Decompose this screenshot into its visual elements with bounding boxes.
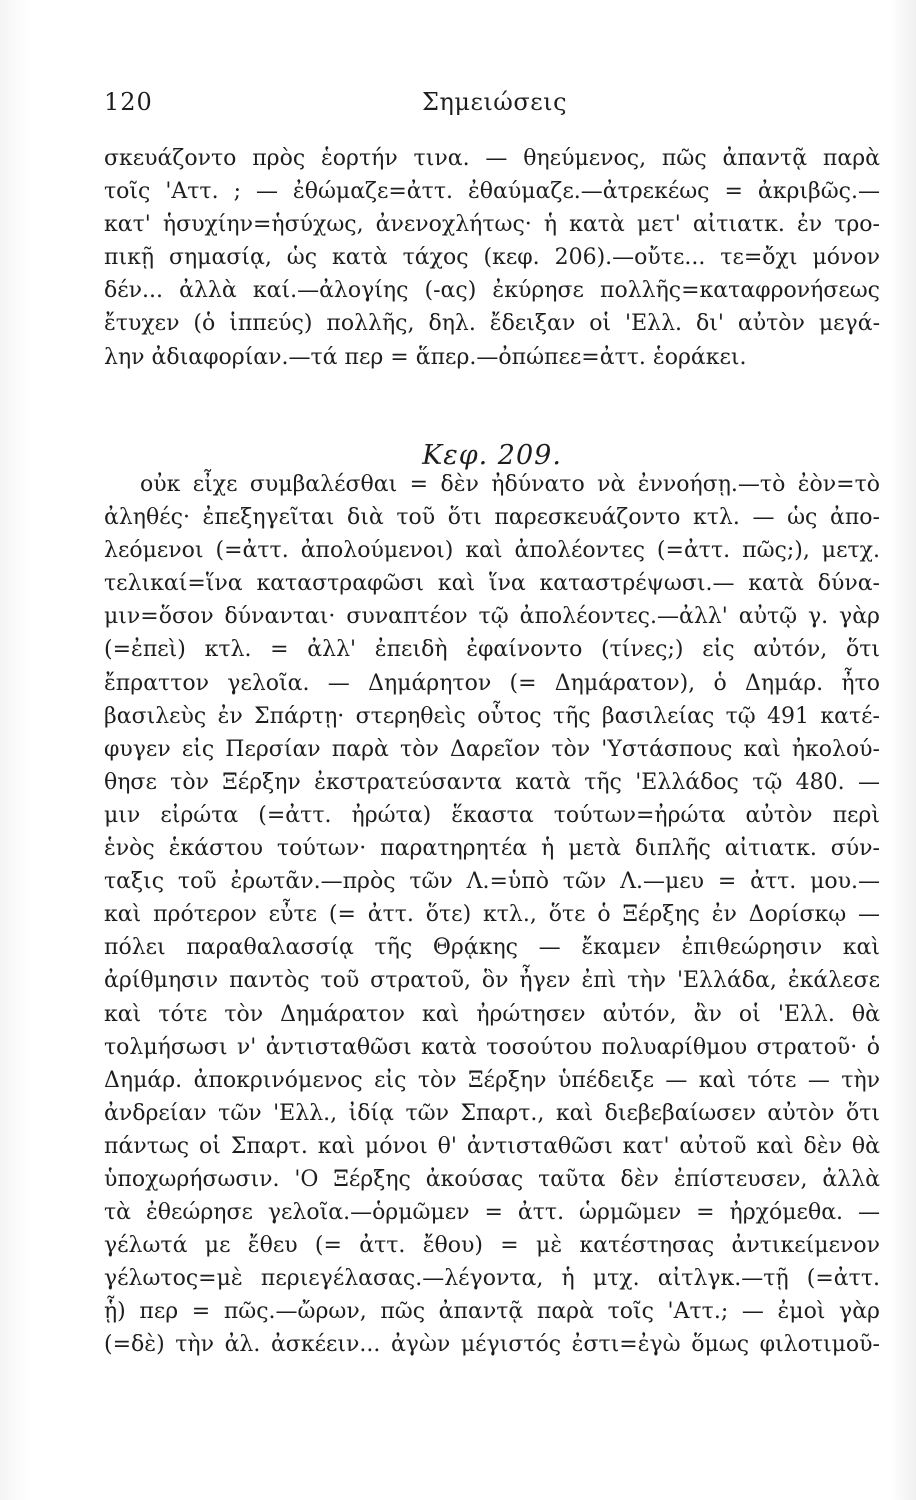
text-line: λην ἀδιαφορίαν.—τά περ = ἅπερ.—ὀπώπεε=ἀττ. ἑοράκει. (104, 344, 747, 370)
text-line: ἔτυχεν (ὁ ἱππεύς) πολλῆς, δηλ. ἔδειξαν οἱ 'Ελλ. δι' αὐτὸν μεγά- (104, 311, 880, 337)
text-line: ἀνδρείαν τῶν 'Ελλ., ἰδίᾳ τῶν Σπαρτ., καὶ διεβεβαίωσεν αὐτὸν ὅτι (104, 1100, 880, 1126)
intro-paragraph (104, 142, 880, 374)
text-line: κατ' ἡσυχίην=ἡσύχως, ἀνενοχλήτως· ἡ κατὰ μετ' αἰτιατκ. ἐν τρο- (104, 212, 880, 238)
text-line: (=δὲ) τὴν ἀλ. ἀσκέειν... ἀγὼν μέγιστός ἐστι=ἐγὼ ὅμως φιλοτιμοῦ- (104, 1332, 880, 1358)
text-line: οὐκ εἶχε συμβαλέσθαι = δὲν ἠδύνατο νὰ ἐννοήσῃ.—τὸ ἐὸν=τὸ (140, 472, 880, 497)
text-line: ἀληθές· ἐπεξηγεῖται διὰ τοῦ ὅτι παρεσκευάζοντο κτλ. — ὡς ἀπο- (104, 505, 880, 531)
text-line: δέν... ἀλλὰ καί.—ἀλογίης (-ας) ἐκύρησε πολλῆς=καταφρονήσεως (104, 278, 880, 304)
text-line: γέλωτά με ἔθευ (= ἀττ. ἔθου) = μὲ κατέστησας ἀντικείμενον (104, 1233, 880, 1259)
chapter-heading: Κεφ. 209. (422, 440, 562, 471)
text-line: σκευάζοντο πρὸς ἑορτήν τινα. — θηεύμενος, πῶς ἀπαντᾷ παρὰ (104, 146, 880, 171)
text-line: ἔπραττον γελοῖα. — Δημάρητον (= Δημάρατον), ὁ Δημάρ. ἦτο (104, 670, 880, 696)
text-line: γέλωτος=μὲ περιεγέλασας.—λέγοντα, ἡ μτχ. αἰτλγκ.—τῇ (=ἀττ. (104, 1266, 880, 1292)
text-line: καὶ πρότερον εὖτε (= ἀττ. ὅτε) κτλ., ὅτε ὁ Ξέρξης ἐν Δορίσκῳ — (104, 902, 880, 928)
text-line: Δημάρ. ἀποκρινόμενος εἰς τὸν Ξέρξην ὑπέδειξε — καὶ τότε — τὴν (104, 1067, 880, 1093)
text-line: τοῖς 'Αττ. ; — ἐθώμαζε=ἀττ. ἐθαύμαζε.—ἀτρεκέως = ἀκριβῶς.— (104, 179, 880, 205)
text-line: ᾗ) περ = πῶς.—ὤρων, πῶς ἀπαντᾷ παρὰ τοῖς 'Αττ.; — ἐμοὶ γὰρ (104, 1299, 880, 1325)
text-line: μιν=ὅσον δύνανται· συναπτέον τῷ ἀπολέοντες.—ἀλλ' αὐτῷ γ. γὰρ (104, 604, 880, 630)
page-header (104, 88, 876, 122)
text-line: πικῇ σημασίᾳ, ὡς κατὰ τάχος (κεφ. 206).—οὔτε... τε=ὄχι μόνον (104, 245, 880, 271)
running-head: Σημειώσεις (422, 88, 568, 116)
text-line: τὰ ἐθεώρησε γελοῖα.—ὁρμῶμεν = ἀττ. ὡρμῶμεν = ἠρχόμεθα. — (104, 1200, 880, 1226)
text-line: ἑνὸς ἑκάστου τούτων· παρατηρητέα ἡ μετὰ διπλῆς αἰτιατκ. σύν- (104, 836, 880, 862)
text-line: ταξις τοῦ ἐρωτᾶν.—πρὸς τῶν Λ.=ὑπὸ τῶν Λ.—μευ = ἀττ. μου.— (104, 869, 880, 895)
page-number: 120 (104, 88, 153, 116)
text-line: τολμήσωσι ν' ἀντισταθῶσι κατὰ τοσούτου πολυαρίθμου στρατοῦ· ὁ (104, 1034, 880, 1060)
text-line: τελικαί=ἵνα καταστραφῶσι καὶ ἵνα καταστρέψωσι.— κατὰ δύνα- (104, 571, 880, 597)
text-line: καὶ τότε τὸν Δημάρατον καὶ ἠρώτησεν αὐτόν, ἂν οἱ 'Ελλ. θὰ (104, 1001, 880, 1027)
text-line: βασιλεὺς ἐν Σπάρτῃ· στερηθεὶς οὗτος τῆς βασιλείας τῷ 491 κατέ- (104, 703, 880, 729)
text-line: ἀρίθμησιν παντὸς τοῦ στρατοῦ, ὃν ἦγεν ἐπὶ τὴν 'Ελλάδα, ἐκάλεσε (104, 968, 880, 994)
text-line: ὑποχωρήσωσιν. 'Ο Ξέρξης ἀκούσας ταῦτα δὲν ἐπίστευσεν, ἀλλὰ (104, 1166, 880, 1192)
text-line: φυγεν εἰς Περσίαν παρὰ τὸν Δαρεῖον τὸν 'Υστάσπους καὶ ἠκολού- (104, 736, 880, 762)
text-line: πόλει παραθαλασσίᾳ τῆς Θρᾴκης — ἔκαμεν ἐπιθεώρησιν καὶ (104, 935, 880, 961)
chapter-body (104, 468, 880, 1362)
text-line: θησε τὸν Ξέρξην ἐκστρατεύσαντα κατὰ τῆς 'Ελλάδος τῷ 480. — (104, 769, 880, 795)
text-line: λεόμενοι (=ἀττ. ἀπολούμενοι) καὶ ἀπολέοντες (=ἀττ. πῶς;), μετχ. (104, 538, 880, 564)
text-line: (=ἐπεὶ) κτλ. = ἀλλ' ἐπειδὴ ἐφαίνοντο (τίνες;) εἰς αὐτόν, ὅτι (104, 637, 880, 663)
text-line: πάντως οἱ Σπαρτ. καὶ μόνοι θ' ἀντισταθῶσι κατ' αὐτοῦ καὶ δὲν θὰ (104, 1133, 880, 1159)
text-line: μιν εἰρώτα (=ἀττ. ἠρώτα) ἕκαστα τούτων=ἠρώτα αὐτὸν περὶ (104, 802, 880, 828)
